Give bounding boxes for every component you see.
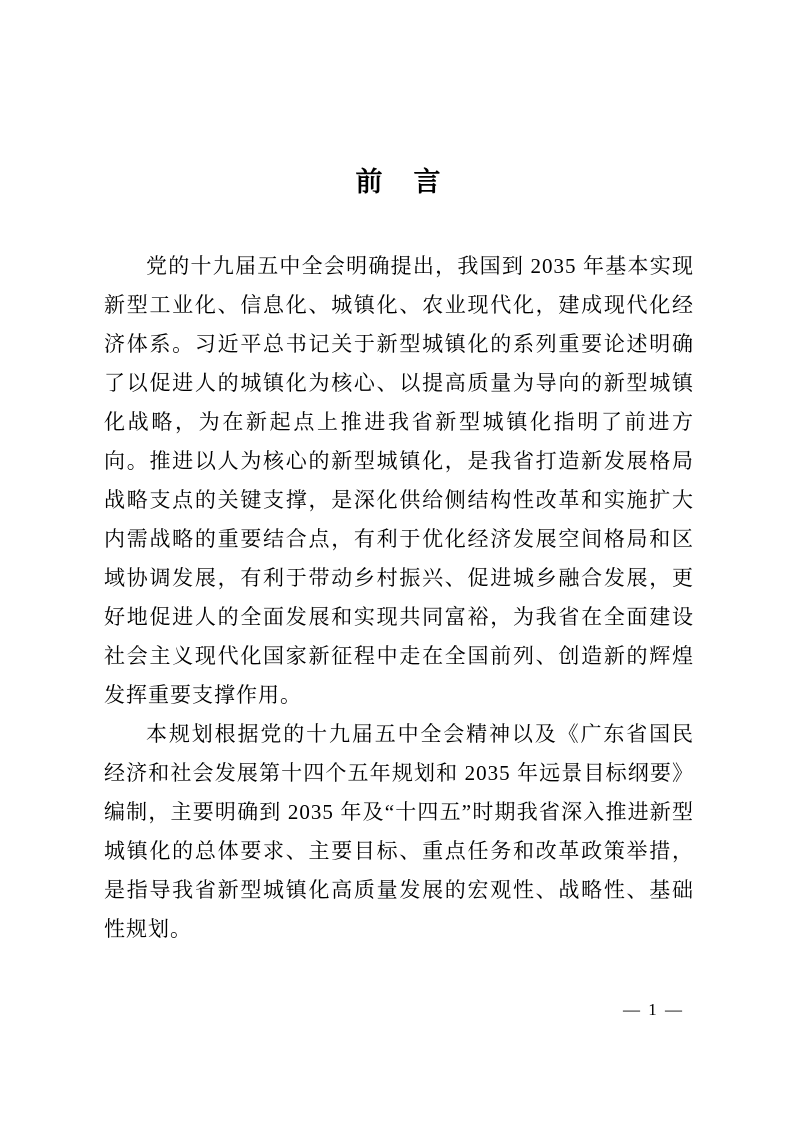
paragraph: 党的十九届五中全会明确提出，我国到 2035 年基本实现新型工业化、信息化、城镇化、农业现代化，建成现代化经济体系。习近平总书记关于新型城镇化的系列重要论述明确了以促进人的城镇化为核心、以提高质量为导向的新型城镇化战略，为在新起点上推进我省新型城镇化指明了前进方向。推进以人为核心的新型城镇化，是我省打造新发展格局战略支点的关键支撑，是深化供给侧结构性改革和实施扩大内需战略的重要结合点，有利于优化经济发展空间格局和区域协调发展，有利于带动乡村振兴、促进城乡融合发展，更好地促进人的全面发展和实现共同富裕，为我省在全面建设社会主义现代化国家新征程中走在全国前列、创造新的辉煌发挥重要支撑作用。 bbox=[104, 254, 694, 707]
page-number: — 1 — bbox=[623, 1000, 684, 1019]
body-text bbox=[104, 247, 694, 949]
page-content bbox=[104, 0, 694, 949]
page-title: 前 言 bbox=[355, 167, 443, 197]
paragraph: 本规划根据党的十九届五中全会精神以及《广东省国民经济和社会发展第十四个五年规划和 2035 年远景目标纲要》编制，主要明确到 2035 年及“十四五”时期我省深入推进新型城镇化的总体要求、主要目标、重点任务和改革政策举措，是指导我省新型城镇化高质量发展的宏观性、战略性、基础性规划。 bbox=[104, 722, 694, 941]
